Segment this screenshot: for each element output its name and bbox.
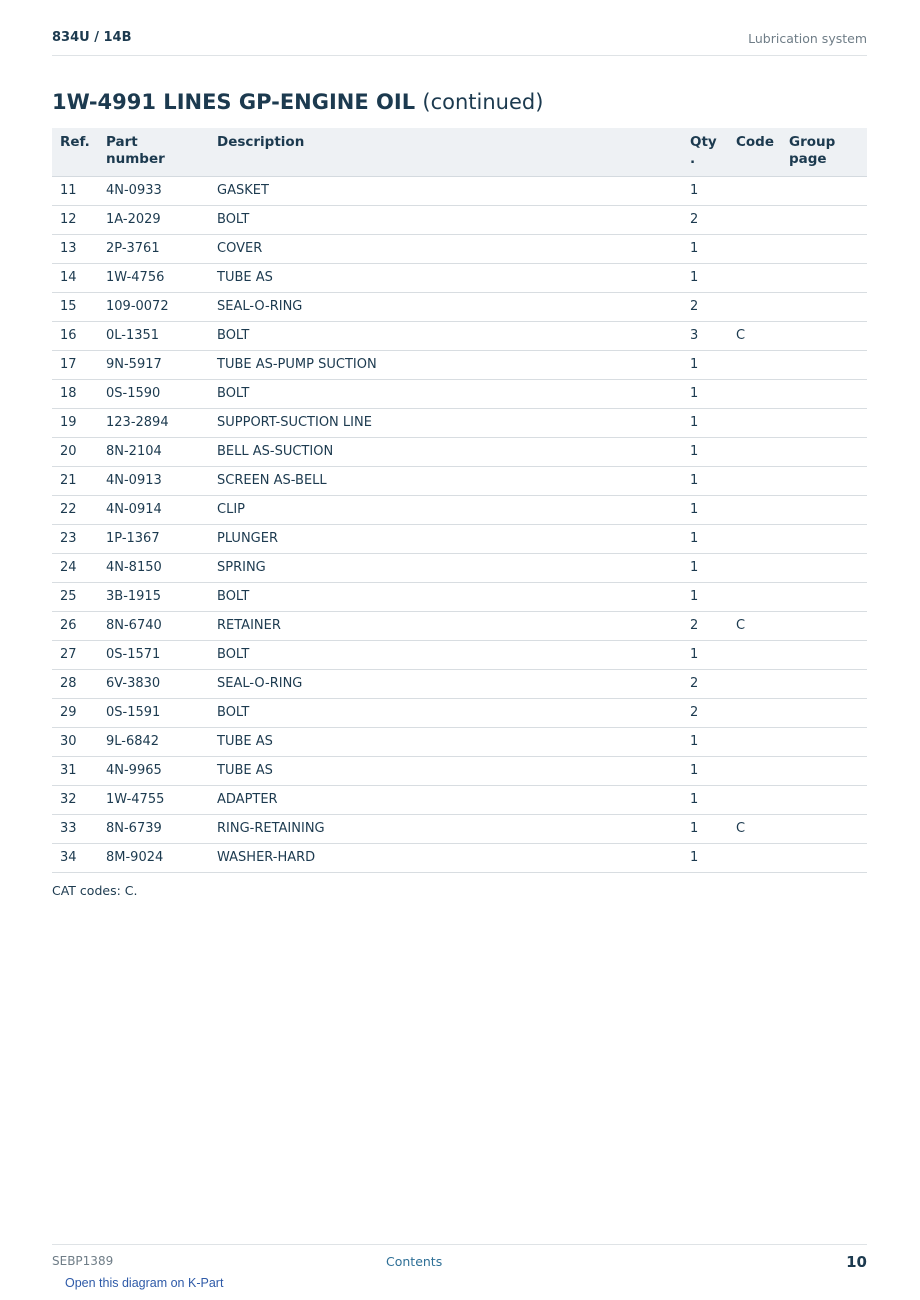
cell-code [728,582,781,611]
cell-qty: 1 [682,756,728,785]
cell-qty: 2 [682,205,728,234]
table-row [52,321,867,350]
cell-group-page [781,350,867,379]
table-row [52,814,867,843]
cell-part-number: 4N-0933 [98,176,209,205]
column-header-part-number: Part number [98,128,209,176]
cell-ref: 25 [52,582,98,611]
cell-qty: 1 [682,785,728,814]
table-row [52,379,867,408]
cell-part-number: 0S-1571 [98,640,209,669]
table-row [52,437,867,466]
cell-part-number: 9L-6842 [98,727,209,756]
column-header-group-page: Group page [781,128,867,176]
cell-description: COVER [209,234,682,263]
cell-description: BOLT [209,205,682,234]
cell-ref: 23 [52,524,98,553]
cell-group-page [781,321,867,350]
cell-description: BOLT [209,698,682,727]
table-row [52,582,867,611]
cell-group-page [781,495,867,524]
cell-qty: 1 [682,640,728,669]
cell-ref: 17 [52,350,98,379]
cell-qty: 1 [682,176,728,205]
cell-group-page [781,437,867,466]
cell-ref: 26 [52,611,98,640]
cell-code [728,524,781,553]
table-row [52,756,867,785]
cell-part-number: 2P-3761 [98,234,209,263]
cell-code [728,408,781,437]
page-number: 10 [846,1253,867,1271]
column-header-ref: Ref. [52,128,98,176]
cell-code [728,234,781,263]
cell-group-page [781,292,867,321]
title-suffix: (continued) [422,90,544,114]
cell-description: RING-RETAINING [209,814,682,843]
cell-qty: 2 [682,698,728,727]
cell-description: GASKET [209,176,682,205]
cell-ref: 32 [52,785,98,814]
cell-group-page [781,756,867,785]
cell-part-number: 3B-1915 [98,582,209,611]
cell-code: C [728,321,781,350]
parts-table-body [52,176,867,872]
cell-group-page [781,263,867,292]
cell-ref: 28 [52,669,98,698]
cell-description: WASHER-HARD [209,843,682,872]
cell-group-page [781,814,867,843]
cell-ref: 33 [52,814,98,843]
cell-description: BELL AS-SUCTION [209,437,682,466]
table-row [52,843,867,872]
cell-qty: 1 [682,379,728,408]
cell-group-page [781,785,867,814]
cell-group-page [781,669,867,698]
cell-ref: 31 [52,756,98,785]
cell-code [728,756,781,785]
cell-ref: 34 [52,843,98,872]
table-row [52,176,867,205]
cell-qty: 1 [682,553,728,582]
cell-ref: 19 [52,408,98,437]
cell-part-number: 1W-4756 [98,263,209,292]
cell-code: C [728,611,781,640]
cell-ref: 29 [52,698,98,727]
cell-group-page [781,379,867,408]
cell-qty: 1 [682,814,728,843]
cell-part-number: 8N-2104 [98,437,209,466]
cell-ref: 15 [52,292,98,321]
cell-group-page [781,698,867,727]
cell-qty: 2 [682,611,728,640]
cell-code [728,727,781,756]
cell-qty: 1 [682,408,728,437]
table-row [52,640,867,669]
cell-description: BOLT [209,640,682,669]
cell-description: SPRING [209,553,682,582]
page-title [52,90,543,114]
open-kpart-link[interactable]: Open this diagram on K-Part [65,1276,224,1290]
cell-ref: 27 [52,640,98,669]
table-row [52,553,867,582]
cell-part-number: 0S-1591 [98,698,209,727]
contents-link[interactable]: Contents [386,1254,443,1269]
page-header [52,28,867,56]
page-footer [52,1244,867,1271]
cell-qty: 1 [682,582,728,611]
cell-code [728,350,781,379]
table-row [52,263,867,292]
cell-part-number: 1A-2029 [98,205,209,234]
cell-code [728,437,781,466]
table-row [52,234,867,263]
cell-code [728,640,781,669]
cell-qty: 2 [682,292,728,321]
cell-code: C [728,814,781,843]
cell-description: CLIP [209,495,682,524]
table-row [52,292,867,321]
table-header-row [52,128,867,176]
cell-qty: 1 [682,466,728,495]
cell-part-number: 1W-4755 [98,785,209,814]
cell-part-number: 4N-0913 [98,466,209,495]
title-main: 1W-4991 LINES GP-ENGINE OIL [52,90,416,114]
cell-description: SCREEN AS-BELL [209,466,682,495]
cell-code [728,843,781,872]
cell-qty: 1 [682,727,728,756]
cell-ref: 21 [52,466,98,495]
table-row [52,669,867,698]
table-row [52,611,867,640]
cell-description: RETAINER [209,611,682,640]
column-header-description: Description [209,128,682,176]
cell-qty: 1 [682,350,728,379]
cell-group-page [781,408,867,437]
parts-table [52,128,867,873]
table-row [52,205,867,234]
cell-part-number: 0L-1351 [98,321,209,350]
cell-group-page [781,727,867,756]
table-row [52,466,867,495]
cell-part-number: 4N-0914 [98,495,209,524]
cell-group-page [781,176,867,205]
cell-group-page [781,611,867,640]
cell-code [728,292,781,321]
cell-code [728,495,781,524]
cell-qty: 1 [682,437,728,466]
cell-description: TUBE AS [209,756,682,785]
table-row [52,727,867,756]
table-row [52,408,867,437]
model-label: 834U / 14B [52,30,132,45]
cell-code [728,466,781,495]
cell-part-number: 4N-8150 [98,553,209,582]
cell-group-page [781,553,867,582]
cell-part-number: 123-2894 [98,408,209,437]
cell-code [728,205,781,234]
cell-ref: 16 [52,321,98,350]
cell-description: SUPPORT-SUCTION LINE [209,408,682,437]
cell-qty: 1 [682,843,728,872]
cell-description: SEAL-O-RING [209,292,682,321]
table-row [52,350,867,379]
cell-ref: 24 [52,553,98,582]
cell-code [728,785,781,814]
cell-ref: 12 [52,205,98,234]
cell-qty: 1 [682,234,728,263]
cell-code [728,263,781,292]
cell-description: SEAL-O-RING [209,669,682,698]
cell-ref: 13 [52,234,98,263]
column-header-code: Code [728,128,781,176]
cell-part-number: 0S-1590 [98,379,209,408]
cell-group-page [781,524,867,553]
table-row [52,698,867,727]
cell-group-page [781,234,867,263]
table-row [52,524,867,553]
cell-description: BOLT [209,321,682,350]
cell-description: BOLT [209,379,682,408]
table-row [52,495,867,524]
cell-group-page [781,640,867,669]
cell-description: PLUNGER [209,524,682,553]
cell-code [728,553,781,582]
cell-qty: 2 [682,669,728,698]
cell-group-page [781,205,867,234]
cell-ref: 20 [52,437,98,466]
cell-part-number: 4N-9965 [98,756,209,785]
cell-qty: 3 [682,321,728,350]
cell-group-page [781,466,867,495]
cell-ref: 14 [52,263,98,292]
cell-ref: 11 [52,176,98,205]
document-id: SEBP1389 [52,1254,114,1268]
cell-part-number: 1P-1367 [98,524,209,553]
system-label: Lubrication system [748,31,867,46]
cell-code [728,669,781,698]
cell-qty: 1 [682,524,728,553]
cell-part-number: 9N-5917 [98,350,209,379]
cell-part-number: 8M-9024 [98,843,209,872]
cell-part-number: 8N-6739 [98,814,209,843]
cell-part-number: 8N-6740 [98,611,209,640]
cell-description: TUBE AS-PUMP SUCTION [209,350,682,379]
table-row [52,785,867,814]
cell-ref: 18 [52,379,98,408]
cell-description: TUBE AS [209,263,682,292]
cell-part-number: 109-0072 [98,292,209,321]
cell-group-page [781,843,867,872]
cell-code [728,698,781,727]
cell-description: TUBE AS [209,727,682,756]
cell-code [728,379,781,408]
cell-description: BOLT [209,582,682,611]
cell-part-number: 6V-3830 [98,669,209,698]
cell-ref: 22 [52,495,98,524]
cell-description: ADAPTER [209,785,682,814]
cell-code [728,176,781,205]
column-header-qty: Qty . [682,128,728,176]
cat-codes-note: CAT codes: C. [52,883,138,898]
cell-group-page [781,582,867,611]
cell-qty: 1 [682,495,728,524]
cell-qty: 1 [682,263,728,292]
cell-ref: 30 [52,727,98,756]
